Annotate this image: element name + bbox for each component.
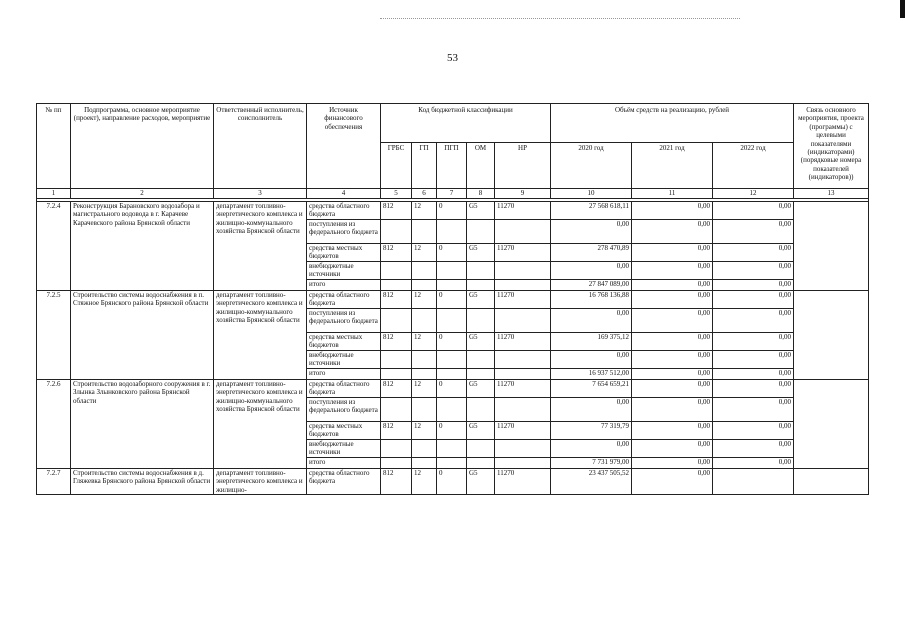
- table-row: [37, 380, 869, 398]
- grbs-cell: [381, 280, 412, 291]
- amount-2021: 0,00: [632, 262, 713, 280]
- om-cell: [467, 280, 495, 291]
- column-number: 9: [495, 189, 551, 199]
- pgp-cell: 0: [437, 380, 467, 398]
- item-responsible: департамент топливно-энергетического комплекса и жилищно-коммунального хозяйства Брянской области: [214, 202, 307, 291]
- amount-2020: 0,00: [551, 398, 632, 422]
- amount-2020: 27 568 618,11: [551, 202, 632, 220]
- source-cell: внебюджетные источники: [307, 440, 381, 458]
- header-volume: Объём средств на реализацию, рублей: [551, 104, 794, 143]
- amount-2020: 16 937 512,00: [551, 369, 632, 380]
- gp-cell: 12: [412, 380, 437, 398]
- om-cell: [467, 458, 495, 469]
- nr-cell: 11270: [495, 469, 551, 495]
- amount-2020: 27 847 089,00: [551, 280, 632, 291]
- column-number: 2: [71, 189, 214, 199]
- header-grbs: ГРБС: [381, 143, 412, 189]
- nr-cell: 11270: [495, 291, 551, 309]
- gp-cell: 12: [412, 244, 437, 262]
- grbs-cell: [381, 309, 412, 333]
- item-number: 7.2.7: [37, 469, 71, 495]
- header-nr: НР: [495, 143, 551, 189]
- item-number: 7.2.5: [37, 291, 71, 380]
- amount-2022: 0,00: [713, 398, 794, 422]
- item-responsible: департамент топливно-энергетического комплекса и жилищно-коммунального хозяйства Брянской области: [214, 380, 307, 469]
- page-number: 53: [447, 52, 458, 64]
- source-cell: средства областного бюджета: [307, 469, 381, 495]
- amount-2020: 0,00: [551, 309, 632, 333]
- indicator-link-cell: [794, 469, 869, 495]
- grbs-cell: 812: [381, 469, 412, 495]
- pgp-cell: 0: [437, 202, 467, 220]
- column-number: 10: [551, 189, 632, 199]
- column-number: 7: [437, 189, 467, 199]
- amount-2022: 0,00: [713, 458, 794, 469]
- om-cell: G5: [467, 244, 495, 262]
- nr-cell: 11270: [495, 244, 551, 262]
- pgp-cell: [437, 369, 467, 380]
- om-cell: G5: [467, 469, 495, 495]
- amount-2020: 23 437 505,52: [551, 469, 632, 495]
- grbs-cell: 812: [381, 202, 412, 220]
- gp-cell: [412, 309, 437, 333]
- source-cell: средства областного бюджета: [307, 380, 381, 398]
- amount-2020: 16 768 136,88: [551, 291, 632, 309]
- budget-table: [36, 103, 869, 495]
- amount-2021: 0,00: [632, 280, 713, 291]
- item-responsible: департамент топливно-энергетического комплекса и жилищно-: [214, 469, 307, 495]
- pgp-cell: [437, 458, 467, 469]
- om-cell: [467, 262, 495, 280]
- nr-cell: [495, 369, 551, 380]
- om-cell: [467, 220, 495, 244]
- column-number: 5: [381, 189, 412, 199]
- header-gp: ГП: [412, 143, 437, 189]
- table-row: [37, 469, 869, 495]
- column-number: 4: [307, 189, 381, 199]
- amount-2020: 77 319,79: [551, 422, 632, 440]
- pgp-cell: [437, 262, 467, 280]
- nr-cell: 11270: [495, 422, 551, 440]
- pgp-cell: 0: [437, 422, 467, 440]
- pgp-cell: [437, 440, 467, 458]
- item-name: Строительство системы водоснабжения в д. Гляжевка Брянского района Брянской области: [71, 469, 214, 495]
- amount-2020: 7 654 659,21: [551, 380, 632, 398]
- pgp-cell: [437, 309, 467, 333]
- nr-cell: [495, 398, 551, 422]
- amount-2021: 0,00: [632, 369, 713, 380]
- amount-2020: 278 470,89: [551, 244, 632, 262]
- nr-cell: 11270: [495, 333, 551, 351]
- scan-artifact-line: [380, 18, 740, 21]
- grbs-cell: [381, 351, 412, 369]
- source-cell: средства местных бюджетов: [307, 422, 381, 440]
- column-number: 6: [412, 189, 437, 199]
- om-cell: [467, 369, 495, 380]
- amount-2022: 0,00: [713, 422, 794, 440]
- om-cell: [467, 440, 495, 458]
- item-number: 7.2.4: [37, 202, 71, 291]
- table-body: [37, 189, 869, 495]
- table-row: [37, 202, 869, 220]
- grbs-cell: [381, 369, 412, 380]
- gp-cell: [412, 351, 437, 369]
- om-cell: G5: [467, 422, 495, 440]
- column-number-row: [37, 189, 869, 199]
- om-cell: G5: [467, 333, 495, 351]
- nr-cell: 11270: [495, 202, 551, 220]
- amount-2020: 0,00: [551, 351, 632, 369]
- amount-2020: 7 731 979,00: [551, 458, 632, 469]
- nr-cell: [495, 351, 551, 369]
- source-cell: итого: [307, 280, 381, 291]
- column-number: 11: [632, 189, 713, 199]
- source-cell: средства областного бюджета: [307, 202, 381, 220]
- column-number: 1: [37, 189, 71, 199]
- nr-cell: [495, 262, 551, 280]
- item-responsible: департамент топливно-энергетического комплекса и жилищно-коммунального хозяйства Брянской области: [214, 291, 307, 380]
- source-cell: поступления из федерального бюджета: [307, 398, 381, 422]
- amount-2021: 0,00: [632, 291, 713, 309]
- nr-cell: [495, 458, 551, 469]
- amount-2021: 0,00: [632, 422, 713, 440]
- grbs-cell: [381, 398, 412, 422]
- source-cell: средства областного бюджета: [307, 291, 381, 309]
- amount-2022: 0,00: [713, 280, 794, 291]
- grbs-cell: 812: [381, 244, 412, 262]
- gp-cell: [412, 369, 437, 380]
- amount-2021: 0,00: [632, 458, 713, 469]
- amount-2021: 0,00: [632, 380, 713, 398]
- pgp-cell: 0: [437, 291, 467, 309]
- indicator-link-cell: [794, 202, 869, 291]
- pgp-cell: 0: [437, 333, 467, 351]
- grbs-cell: 812: [381, 422, 412, 440]
- gp-cell: [412, 220, 437, 244]
- column-number: 13: [794, 189, 869, 199]
- header-budget-code: Код бюджетной классификации: [381, 104, 551, 143]
- nr-cell: [495, 440, 551, 458]
- amount-2022: 0,00: [713, 202, 794, 220]
- header-link: Связь основного мероприятия, проекта (программы) с целевыми показателями (индикаторами) (порядковые номера показателей (индикаторов)): [794, 104, 869, 189]
- indicator-link-cell: [794, 380, 869, 469]
- amount-2020: 0,00: [551, 262, 632, 280]
- amount-2021: 0,00: [632, 244, 713, 262]
- amount-2022: 0,00: [713, 244, 794, 262]
- amount-2022: 0,00: [713, 440, 794, 458]
- grbs-cell: 812: [381, 380, 412, 398]
- item-number: 7.2.6: [37, 380, 71, 469]
- header-year-2022: 2022 год: [713, 143, 794, 189]
- gp-cell: [412, 280, 437, 291]
- amount-2022: 0,00: [713, 380, 794, 398]
- pgp-cell: 0: [437, 469, 467, 495]
- gp-cell: 12: [412, 333, 437, 351]
- scan-edge-mark: [900, 0, 905, 18]
- amount-2021: 0,00: [632, 309, 713, 333]
- om-cell: [467, 351, 495, 369]
- amount-2022: [713, 469, 794, 495]
- header-responsible: Ответственный исполнитель, соисполнитель: [214, 104, 307, 189]
- gp-cell: 12: [412, 202, 437, 220]
- source-cell: поступления из федерального бюджета: [307, 220, 381, 244]
- amount-2022: 0,00: [713, 220, 794, 244]
- pgp-cell: 0: [437, 244, 467, 262]
- source-cell: итого: [307, 458, 381, 469]
- amount-2021: 0,00: [632, 398, 713, 422]
- grbs-cell: 812: [381, 333, 412, 351]
- amount-2020: 169 375,12: [551, 333, 632, 351]
- header-year-2020: 2020 год: [551, 143, 632, 189]
- grbs-cell: [381, 262, 412, 280]
- gp-cell: 12: [412, 469, 437, 495]
- header-source: Источник финансового обеспечения: [307, 104, 381, 189]
- gp-cell: [412, 440, 437, 458]
- source-cell: средства местных бюджетов: [307, 244, 381, 262]
- om-cell: [467, 309, 495, 333]
- amount-2022: 0,00: [713, 369, 794, 380]
- source-cell: внебюджетные источники: [307, 262, 381, 280]
- amount-2022: 0,00: [713, 309, 794, 333]
- indicator-link-cell: [794, 291, 869, 380]
- pgp-cell: [437, 280, 467, 291]
- pgp-cell: [437, 220, 467, 244]
- om-cell: G5: [467, 202, 495, 220]
- gp-cell: 12: [412, 291, 437, 309]
- amount-2022: 0,00: [713, 333, 794, 351]
- source-cell: поступления из федерального бюджета: [307, 309, 381, 333]
- item-name: Реконструкция Барановского водозабора и магистрального водовода в г. Карачеве Карачевского района Брянской области: [71, 202, 214, 291]
- grbs-cell: [381, 440, 412, 458]
- header-om: ОМ: [467, 143, 495, 189]
- grbs-cell: [381, 458, 412, 469]
- amount-2020: 0,00: [551, 220, 632, 244]
- gp-cell: [412, 458, 437, 469]
- amount-2020: 0,00: [551, 440, 632, 458]
- header-subprogram: Подпрограмма, основное мероприятие (проект), направление расходов, мероприятие: [71, 104, 214, 189]
- gp-cell: [412, 262, 437, 280]
- om-cell: G5: [467, 380, 495, 398]
- source-cell: средства местных бюджетов: [307, 333, 381, 351]
- om-cell: [467, 398, 495, 422]
- om-cell: G5: [467, 291, 495, 309]
- header-pgp: ПГП: [437, 143, 467, 189]
- column-number: 8: [467, 189, 495, 199]
- nr-cell: [495, 220, 551, 244]
- amount-2022: 0,00: [713, 262, 794, 280]
- pgp-cell: [437, 398, 467, 422]
- nr-cell: 11270: [495, 380, 551, 398]
- nr-cell: [495, 280, 551, 291]
- amount-2022: 0,00: [713, 291, 794, 309]
- pgp-cell: [437, 351, 467, 369]
- amount-2021: 0,00: [632, 440, 713, 458]
- source-cell: внебюджетные источники: [307, 351, 381, 369]
- item-name: Строительство водозаборного сооружения в г. Злынка Злынковского района Брянской области: [71, 380, 214, 469]
- table-row: [37, 291, 869, 309]
- gp-cell: [412, 398, 437, 422]
- nr-cell: [495, 309, 551, 333]
- amount-2021: 0,00: [632, 220, 713, 244]
- amount-2021: 0,00: [632, 333, 713, 351]
- amount-2021: 0,00: [632, 351, 713, 369]
- header-year-2021: 2021 год: [632, 143, 713, 189]
- header-num: № пп: [37, 104, 71, 189]
- amount-2021: 0,00: [632, 202, 713, 220]
- item-name: Строительство системы водоснабжения в п. Стяжное Брянского района Брянской области: [71, 291, 214, 380]
- grbs-cell: 812: [381, 291, 412, 309]
- amount-2022: 0,00: [713, 351, 794, 369]
- gp-cell: 12: [412, 422, 437, 440]
- column-number: 12: [713, 189, 794, 199]
- column-number: 3: [214, 189, 307, 199]
- grbs-cell: [381, 220, 412, 244]
- source-cell: итого: [307, 369, 381, 380]
- amount-2021: 0,00: [632, 469, 713, 495]
